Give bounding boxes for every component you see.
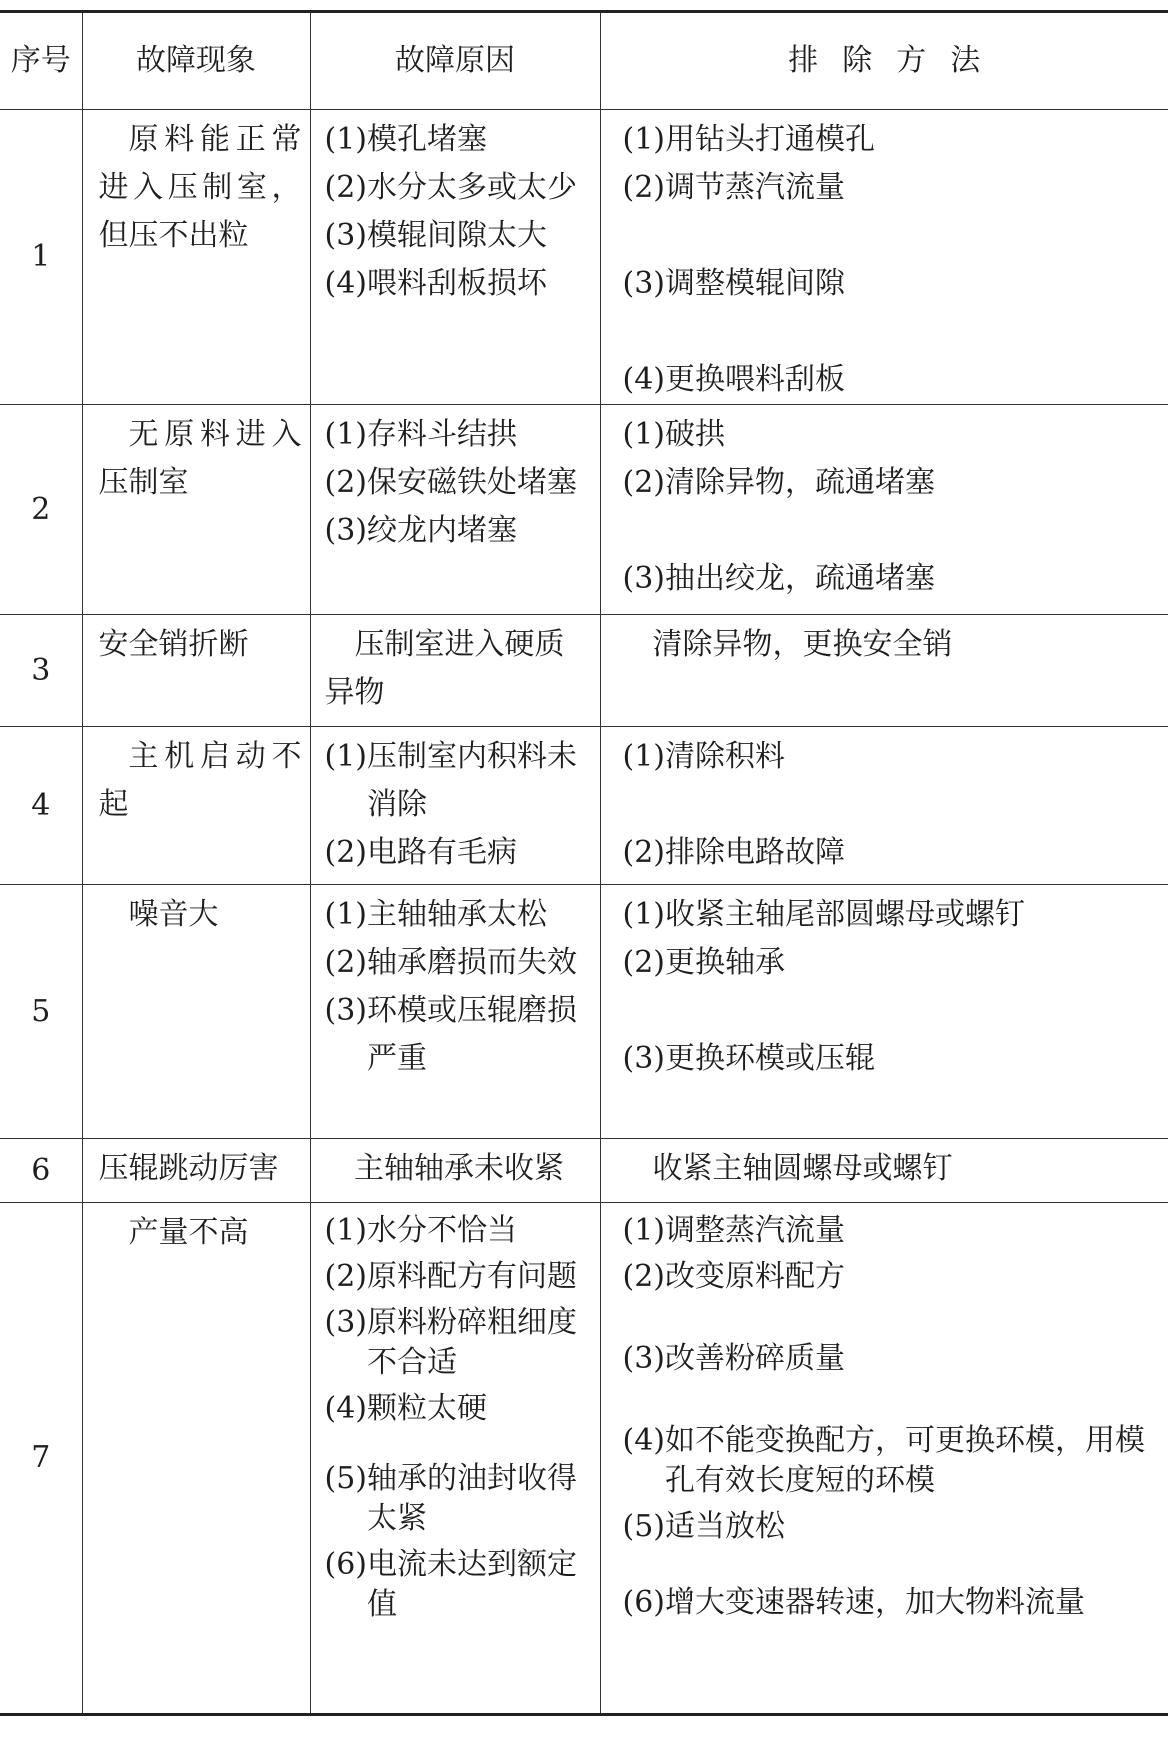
cause-item: (2) 水分太多或太少 xyxy=(324,170,577,205)
header-cause: 故障原因 xyxy=(310,12,600,110)
fix-item: (5) 适当放松 xyxy=(622,1509,785,1544)
header-no: 序号 xyxy=(0,12,82,110)
cause-item: (2) 电路有毛病 xyxy=(324,835,517,870)
fix-item: (1) 收紧主轴尾部圆螺母或螺钉 xyxy=(622,897,1025,932)
row-number: 4 xyxy=(0,727,82,885)
fix-item: (3) 改善粉碎质量 xyxy=(622,1341,845,1376)
symptom-cell: 无原料进入压制室 xyxy=(82,405,310,615)
cause-item: (4) 颗粒太硬 xyxy=(324,1391,487,1426)
cause-cell xyxy=(310,405,600,615)
row-number: 3 xyxy=(0,615,82,727)
table-row xyxy=(0,110,1168,405)
fix-item: (2) 排除电路故障 xyxy=(622,835,845,870)
fix-item: (1) 用钻头打通模孔 xyxy=(622,122,875,157)
fix-item: (2) 更换轴承 xyxy=(622,945,785,980)
fix-item: (6) 增大变速器转速，加大物料流量 xyxy=(622,1585,1085,1620)
cause-item: (3) 绞龙内堵塞 xyxy=(324,513,517,548)
row-number: 6 xyxy=(0,1139,82,1203)
table-row xyxy=(0,615,1168,727)
fix-item: (2) 调节蒸汽流量 xyxy=(622,170,845,205)
cause-cell xyxy=(310,885,600,1139)
cause-cell xyxy=(310,727,600,885)
symptom-cell: 安全销折断 xyxy=(82,615,310,727)
cause-cell xyxy=(310,110,600,405)
fault-table xyxy=(0,10,1168,1716)
fix-item: (3) 调整模辊间隙 xyxy=(622,266,845,301)
cause-item: (1) 压制室内积料未消除 xyxy=(324,739,577,822)
fix-cell xyxy=(600,1203,1168,1715)
table-header-row xyxy=(0,12,1168,110)
symptom-cell: 主机启动不起 xyxy=(82,727,310,885)
fix-item: (1) 清除积料 xyxy=(622,739,785,774)
fix-cell xyxy=(600,110,1168,405)
cause-cell: 压制室进入硬质异物 xyxy=(310,615,600,727)
row-number: 7 xyxy=(0,1203,82,1715)
symptom-cell: 噪音大 xyxy=(82,885,310,1139)
symptom-cell: 压辊跳动厉害 xyxy=(82,1139,310,1203)
cause-item: (5) 轴承的油封收得太紧 xyxy=(324,1461,577,1536)
cause-item: (1) 水分不恰当 xyxy=(324,1213,517,1248)
row-number: 5 xyxy=(0,885,82,1139)
table-row xyxy=(0,885,1168,1139)
fix-item: (3) 抽出绞龙，疏通堵塞 xyxy=(622,561,935,596)
table-row xyxy=(0,405,1168,615)
cause-item: (1) 模孔堵塞 xyxy=(324,122,487,157)
fix-item: (3) 更换环模或压辊 xyxy=(622,1041,875,1076)
fix-item: (4) 更换喂料刮板 xyxy=(622,362,845,397)
cause-item: (2) 轴承磨损而失效 xyxy=(324,945,577,980)
fix-item: (4) 如不能变换配方，可更换环模，用模孔有效长度短的环模 xyxy=(622,1423,1145,1498)
cause-item: (6) 电流未达到额定值 xyxy=(324,1547,577,1622)
table-row xyxy=(0,1139,1168,1203)
table-row xyxy=(0,1203,1168,1715)
fix-item: (2) 清除异物，疏通堵塞 xyxy=(622,465,935,500)
row-number: 2 xyxy=(0,405,82,615)
cause-cell xyxy=(310,1203,600,1715)
fix-cell: 清除异物，更换安全销 xyxy=(600,615,1168,727)
fix-cell xyxy=(600,405,1168,615)
row-number: 1 xyxy=(0,110,82,405)
header-symptom: 故障现象 xyxy=(82,12,310,110)
fix-cell xyxy=(600,727,1168,885)
cause-item: (4) 喂料刮板损坏 xyxy=(324,266,547,301)
cause-item: (2) 原料配方有问题 xyxy=(324,1259,577,1294)
cause-item: (1) 存料斗结拱 xyxy=(324,417,517,452)
fix-cell: 收紧主轴圆螺母或螺钉 xyxy=(600,1139,1168,1203)
cause-item: (3) 环模或压辊磨损严重 xyxy=(324,993,577,1076)
cause-cell: 主轴轴承未收紧 xyxy=(310,1139,600,1203)
header-fix: 排除方法 xyxy=(600,12,1168,110)
fix-item: (2) 改变原料配方 xyxy=(622,1259,845,1294)
cause-item: (3) 原料粉碎粗细度不合适 xyxy=(324,1305,577,1380)
symptom-cell: 产量不高 xyxy=(82,1203,310,1715)
symptom-cell: 原料能正常进入压制室，但压不出粒 xyxy=(82,110,310,405)
cause-item: (3) 模辊间隙太大 xyxy=(324,218,547,253)
fix-item: (1) 调整蒸汽流量 xyxy=(622,1213,845,1248)
fix-cell xyxy=(600,885,1168,1139)
fix-item: (1) 破拱 xyxy=(622,417,725,452)
cause-item: (1) 主轴轴承太松 xyxy=(324,897,547,932)
cause-item: (2) 保安磁铁处堵塞 xyxy=(324,465,577,500)
table-row xyxy=(0,727,1168,885)
